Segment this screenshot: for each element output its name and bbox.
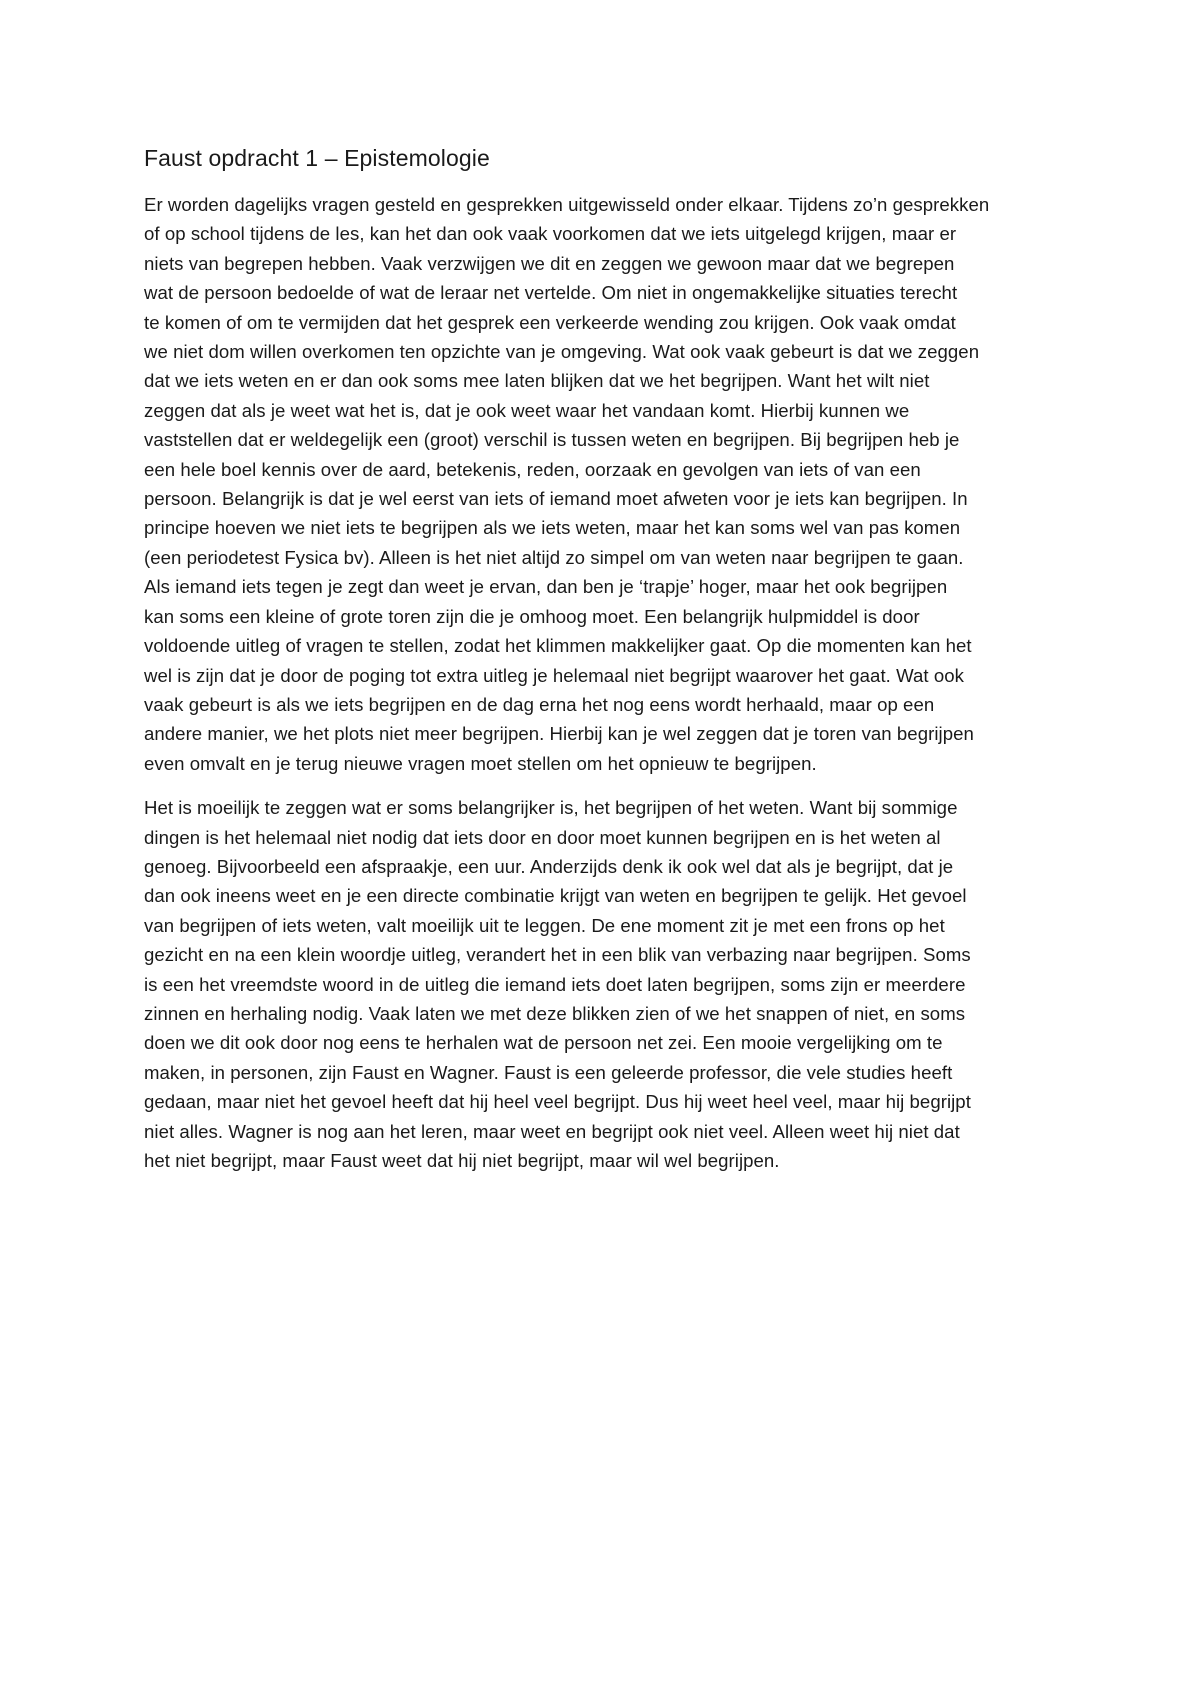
- paragraph-line: we niet dom willen overkomen ten opzichte van je omgeving. Wat ook vaak gebeurt is dat we zeggen: [144, 341, 980, 363]
- paragraph-line: dan ook ineens weet en je een directe combinatie krijgt van weten en begrijpen te gelijk. Het gevoel: [144, 885, 967, 907]
- paragraph-line: andere manier, we het plots niet meer begrijpen. Hierbij kan je wel zeggen dat je toren van begrijpen: [144, 723, 974, 745]
- paragraph-line: Er worden dagelijks vragen gesteld en gesprekken uitgewisseld onder elkaar. Tijdens zo’n gesprekken: [144, 194, 990, 215]
- paragraph-line: een hele boel kennis over de aard, betekenis, reden, oorzaak en gevolgen van iets of van een: [144, 458, 921, 480]
- paragraph-line: gedaan, maar niet het gevoel heeft dat hij heel veel begrijpt. Dus hij weet heel veel, maar hij begrijpt: [144, 1091, 971, 1113]
- paragraph-line: niet alles. Wagner is nog aan het leren, maar weet en begrijpt ook niet veel. Alleen weet hij niet dat: [144, 1120, 960, 1142]
- paragraph-line: zinnen en herhaling nodig. Vaak laten we met deze blikken zien of we het snappen of niet, en soms: [144, 1002, 966, 1024]
- paragraph-line: niets van begrepen hebben. Vaak verzwijgen we dit en zeggen we gewoon maar dat we begrepen: [144, 252, 955, 274]
- paragraph-line: even omvalt en je terug nieuwe vragen moet stellen om het opnieuw te begrijpen.: [144, 752, 817, 774]
- paragraph-line: Als iemand iets tegen je zegt dan weet je ervan, dan ben je ‘trapje’ hoger, maar het ook begrijpen: [144, 576, 948, 598]
- paragraph-line: (een periodetest Fysica bv). Alleen is het niet altijd zo simpel om van weten naar begrijpen te gaan.: [144, 546, 964, 568]
- paragraph-line: principe hoeven we niet iets te begrijpen als we iets weten, maar het kan soms wel van pas komen: [144, 517, 961, 539]
- paragraph-line: vaak gebeurt is als we iets begrijpen en de dag erna het nog eens wordt herhaald, maar op een: [144, 693, 935, 715]
- paragraph-line: gezicht en na een klein woordje uitleg, verandert het in een blik van verbazing naar begrijpen. Soms: [144, 944, 971, 966]
- paragraph-line: van begrijpen of iets weten, valt moeilijk uit te leggen. De ene moment zit je met een frons op het: [144, 914, 945, 936]
- paragraph-line: vaststellen dat er weldegelijk een (groot) verschil is tussen weten en begrijpen. Bij begrijpen heb je: [144, 429, 960, 451]
- paragraph-line: het niet begrijpt, maar Faust weet dat hij niet begrijpt, maar wil wel begrijpen.: [144, 1150, 780, 1171]
- paragraph-line: doen we dit ook door nog eens te herhalen wat de persoon net zei. Een mooie vergelijking om te: [144, 1032, 943, 1054]
- paragraph-line: dat we iets weten en er dan ook soms mee laten blijken dat we het begrijpen. Want het wilt niet: [144, 370, 930, 392]
- paragraph-line: wel is zijn dat je door de poging tot extra uitleg je helemaal niet begrijpt waarover het gaat. Wat ook: [144, 664, 964, 686]
- paragraph-1: [144, 190, 1064, 778]
- paragraph-line: is een het vreemdste woord in de uitleg die iemand iets doet laten begrijpen, soms zijn er meerdere: [144, 973, 966, 995]
- paragraph-line: of op school tijdens de les, kan het dan ook vaak voorkomen dat we iets uitgelegd krijgen, maar er: [144, 223, 957, 245]
- paragraph-line: kan soms een kleine of grote toren zijn die je omhoog moet. Een belangrijk hulpmiddel is door: [144, 605, 920, 627]
- paragraph-line: genoeg. Bijvoorbeeld een afspraakje, een uur. Anderzijds denk ik ook wel dat als je begrijpt, dat je: [144, 855, 954, 877]
- paragraph-line: te komen of om te vermijden dat het gesprek een verkeerde wending zou krijgen. Ook vaak omdat: [144, 311, 956, 333]
- paragraph-2: [144, 793, 1064, 1175]
- paragraph-line: zeggen dat als je weet wat het is, dat je ook weet waar het vandaan komt. Hierbij kunnen we: [144, 399, 910, 421]
- paragraph-line: maken, in personen, zijn Faust en Wagner. Faust is een geleerde professor, die vele studies heeft: [144, 1061, 953, 1083]
- document-body: [144, 141, 1064, 1190]
- paragraph-line: wat de persoon bedoelde of wat de leraar net vertelde. Om niet in ongemakkelijke situaties terecht: [144, 282, 958, 304]
- paragraph-line: persoon. Belangrijk is dat je wel eerst van iets of iemand moet afweten voor je iets kan begrijpen. In: [144, 488, 968, 510]
- page-title: Faust opdracht 1 – Epistemologie: [144, 145, 490, 171]
- paragraph-line: dingen is het helemaal niet nodig dat iets door en door moet kunnen begrijpen en is het weten al: [144, 826, 941, 848]
- paragraph-line: Het is moeilijk te zeggen wat er soms belangrijker is, het begrijpen of het weten. Want bij sommige: [144, 797, 958, 819]
- paragraph-line: voldoende uitleg of vragen te stellen, zodat het klimmen makkelijker gaat. Op die momenten kan het: [144, 635, 972, 657]
